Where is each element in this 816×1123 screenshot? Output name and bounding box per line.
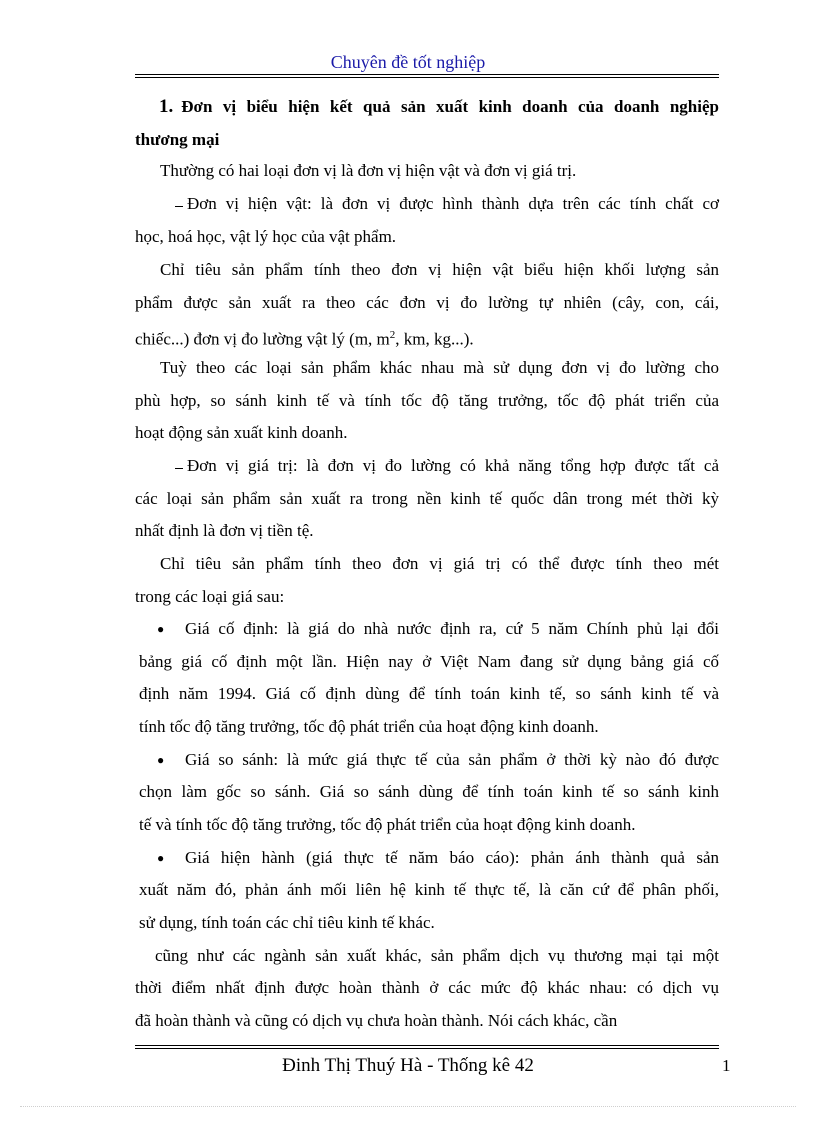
paragraph-line: định năm 1994. Giá cố định dùng để tính toán kinh tế, so sánh kinh tế và	[139, 684, 719, 703]
bullet-item-current-price: Giá hiện hành (giá thực tế năm báo cáo): phản ánh thành quả sản	[185, 848, 719, 867]
paragraph-line: chọn làm gốc so sánh. Giá so sánh dùng để tính toán kinh tế so sánh kinh	[139, 782, 719, 801]
bullet-icon: ●	[157, 622, 165, 636]
page-number: 1	[722, 1056, 731, 1075]
dash-item-text: Đơn vị hiện vật: là đơn vị được hình thành dựa trên các tính chất cơ	[187, 194, 719, 213]
paragraph-line: các loại sản phẩm sản xuất ra trong nền kinh tế quốc dân trong mét thời kỳ	[135, 489, 719, 508]
bullet-icon: ●	[157, 753, 165, 767]
paragraph-line: nhất định là đơn vị tiền tệ.	[135, 521, 314, 540]
bullet-item-fixed-price: Giá cố định: là giá do nhà nước định ra, cứ 5 năm Chính phủ lại đổi	[185, 619, 719, 638]
paragraph-line: thời điểm nhất định được hoàn thành ở các mức độ khác nhau: có dịch vụ	[135, 978, 719, 997]
dash-marker	[175, 206, 183, 207]
paragraph-line: Chỉ tiêu sản phẩm tính theo đơn vị hiện vật biểu hiện khối lượng sản	[160, 260, 719, 279]
text-part: chiếc...) đơn vị đo lường vật lý (m, m	[135, 329, 390, 349]
paragraph-line: trong các loại giá sau:	[135, 587, 285, 606]
paragraph-line: hoạt động sản xuất kinh doanh.	[135, 423, 348, 442]
footer-author: Đinh Thị Thuý Hà - Thống kê 42	[282, 1055, 534, 1076]
paragraph-line: tính tốc độ tăng trưởng, tốc độ phát triển của hoạt động kinh doanh.	[139, 717, 599, 736]
paragraph-line: sử dụng, tính toán các chỉ tiêu kinh tế khác.	[139, 913, 435, 932]
header-rule-top	[135, 74, 719, 75]
paragraph-line: tế và tính tốc độ tăng trưởng, tốc độ phát triển của hoạt động kinh doanh.	[139, 815, 636, 834]
footer-rule-top	[135, 1045, 719, 1046]
paragraph-line: cũng như các ngành sản xuất khác, sản phẩm dịch vụ thương mại tại một	[155, 946, 719, 965]
section-heading-continued: thương mại	[135, 130, 220, 149]
header-title: Chuyên đề tốt nghiệp	[330, 52, 486, 72]
dash-item-text: Đơn vị giá trị: là đơn vị đo lường có khả năng tổng hợp được tất cả	[187, 456, 719, 475]
paragraph-line: phù hợp, so sánh kinh tế và tính tốc độ tăng trưởng, tốc độ phát triển của	[135, 391, 719, 410]
section-heading-text: Đơn vị biểu hiện kết quả sản xuất kinh doanh của doanh nghiệp	[181, 97, 719, 116]
dash-marker	[175, 468, 183, 469]
dash-item-value-unit	[175, 455, 719, 477]
section-heading	[135, 96, 719, 118]
text-part: , km, kg...).	[395, 329, 474, 349]
paragraph-line	[135, 324, 719, 351]
paragraph-line: Tuỳ theo các loại sản phẩm khác nhau mà sử dụng đơn vị đo lường cho	[160, 358, 719, 377]
paragraph-line: xuất năm đó, phản ánh mối liên hệ kinh tế thực tế, là căn cứ để phân phối,	[139, 880, 719, 899]
page-boundary-divider	[20, 1106, 796, 1107]
paragraph-line: Chỉ tiêu sản phẩm tính theo đơn vị giá trị có thể được tính theo mét	[160, 554, 719, 573]
paragraph-line: đã hoàn thành và cũng có dịch vụ chưa hoàn thành. Nói cách khác, cần	[135, 1011, 618, 1030]
bullet-item-comparable-price: Giá so sánh: là mức giá thực tế của sản phẩm ở thời kỳ nào đó được	[185, 750, 719, 769]
bullet-icon: ●	[157, 851, 165, 865]
dash-item-physical-unit	[175, 193, 719, 215]
section-number: 1.	[159, 96, 174, 117]
superscript: 2	[389, 329, 396, 341]
header-rule-bottom	[135, 77, 719, 78]
paragraph-line: học, hoá học, vật lý học của vật phẩm.	[135, 227, 397, 246]
footer-rule-bottom	[135, 1048, 719, 1049]
paragraph: Thường có hai loại đơn vị là đơn vị hiện vật và đơn vị giá trị.	[160, 161, 577, 180]
paragraph-line: bảng giá cố định một lần. Hiện nay ở Việt Nam đang sử dụng bảng giá cố	[139, 652, 719, 671]
paragraph-line: phẩm được sản xuất ra theo các đơn vị đo lường tự nhiên (cây, con, cái,	[135, 293, 719, 312]
